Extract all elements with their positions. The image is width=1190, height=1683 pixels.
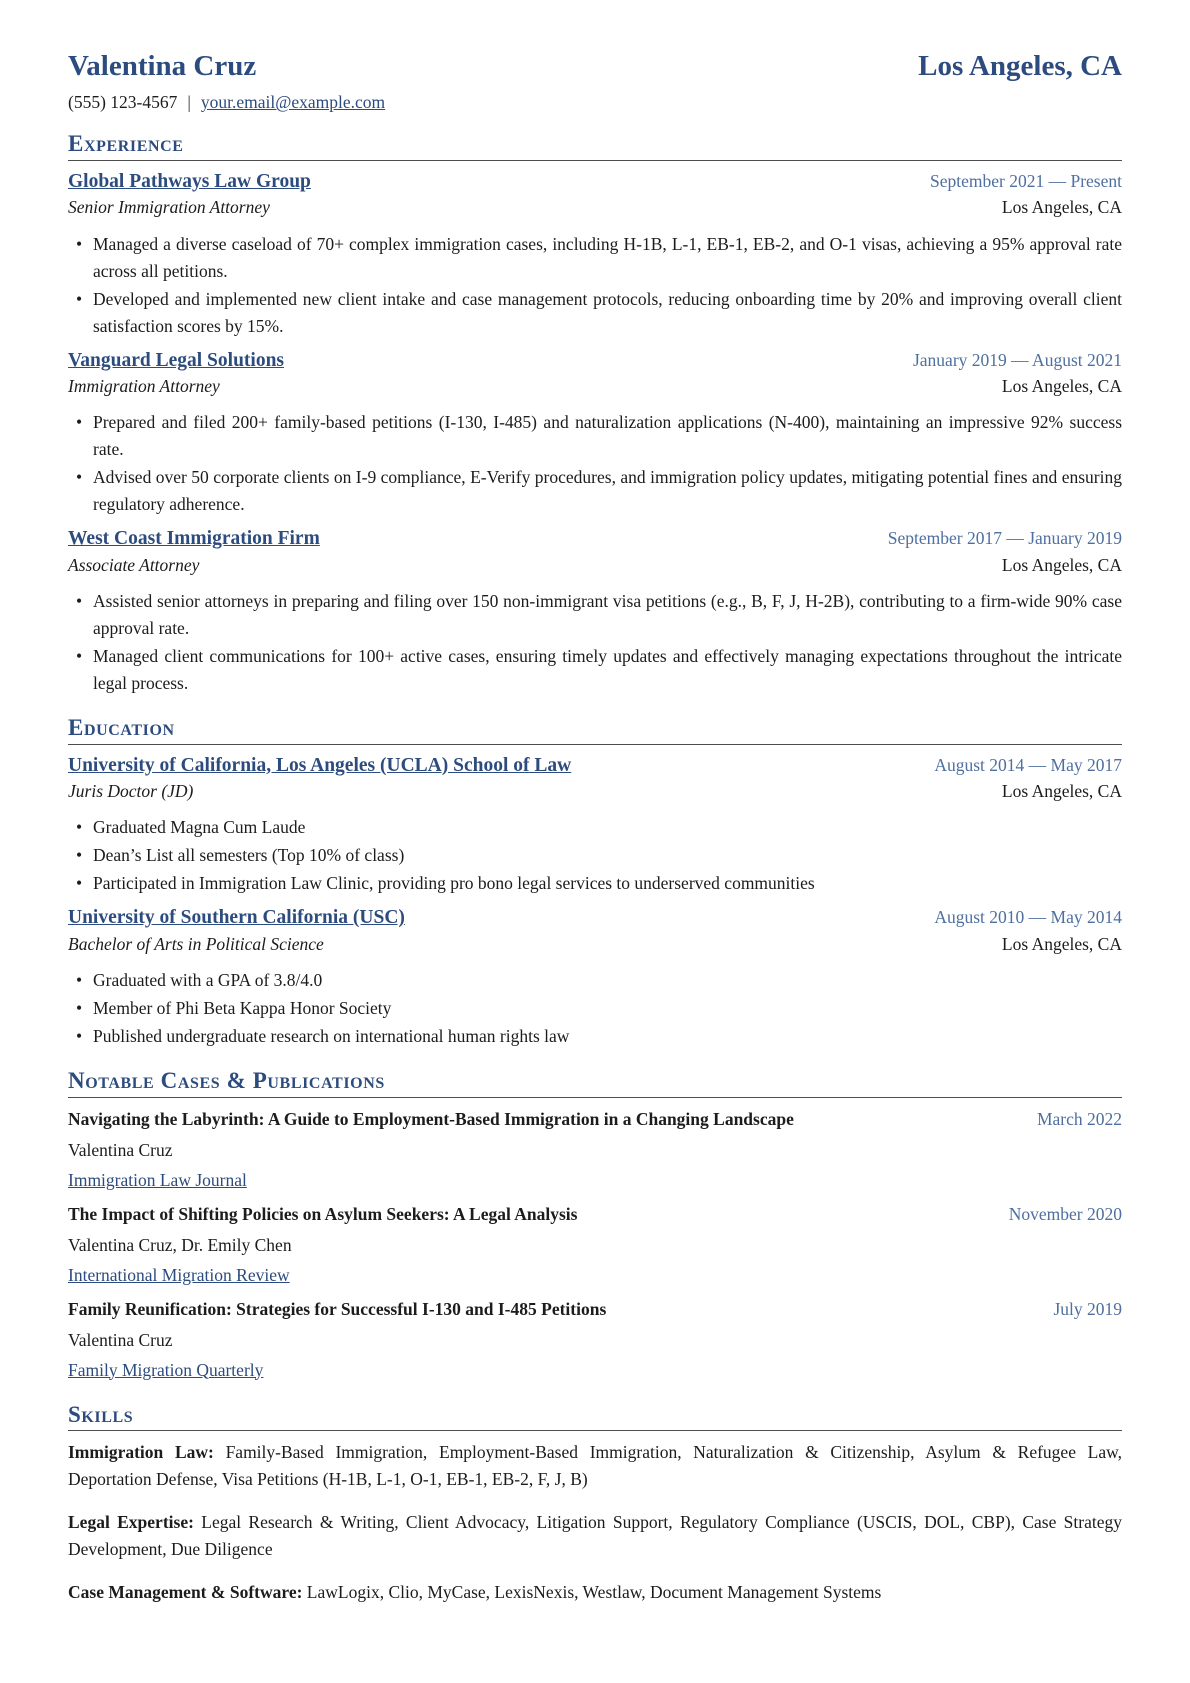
publication-date: July 2019 [1053, 1298, 1122, 1319]
email-link[interactable]: your.email@example.com [200, 92, 386, 113]
bullet-item: • Advised over 50 corporate clients on I-9 compliance, E-Verify procedures, and immigration policy updates, mitigating potential fines and ensuring regulatory adherence. [93, 464, 1122, 518]
job-title: Associate Attorney [68, 554, 200, 575]
publication-entry [68, 1201, 1122, 1289]
resume-header [68, 50, 1122, 83]
publication-entry [68, 1106, 1122, 1194]
school-location: Los Angeles, CA [1001, 933, 1122, 954]
date-range: September 2021 — Present [930, 170, 1122, 191]
job-title: Senior Immigration Attorney [68, 197, 270, 218]
publication-entry [68, 1296, 1122, 1384]
bullet-item: • Member of Phi Beta Kappa Honor Society [93, 995, 1122, 1022]
company-link[interactable]: Global Pathways Law Group [68, 170, 311, 192]
publication-venue-link[interactable]: Family Migration Quarterly [68, 1359, 264, 1380]
experience-section [68, 161, 1122, 697]
publication-title: The Impact of Shifting Policies on Asylum Seekers: A Legal Analysis [68, 1203, 578, 1224]
skill-category-label: Case Management & Software: [68, 1582, 303, 1603]
experience-entry [68, 169, 1122, 340]
section-title-experience: Experience [68, 130, 1122, 161]
bullet-list [68, 967, 1122, 1050]
skill-category [68, 1509, 1122, 1563]
school-location: Los Angeles, CA [1001, 780, 1122, 801]
publication-venue-link[interactable]: International Migration Review [68, 1264, 290, 1285]
candidate-location: Los Angeles, CA [918, 50, 1122, 82]
education-entry [68, 753, 1122, 898]
skill-category-text: LawLogix, Clio, MyCase, LexisNexis, Westlaw, Document Management Systems [306, 1582, 882, 1603]
skill-category-text: Family-Based Immigration, Employment-Based Immigration, Naturalization & Citizenship, Asylum & Refugee Law, Deportation Defense, Visa Petitions (H-1B, L-1, O-1, EB-1, EB-2, F, J, B) [68, 1442, 1122, 1490]
publications-section [68, 1098, 1122, 1384]
bullet-item: • Prepared and filed 200+ family-based petitions (I-130, I-485) and naturalization applications (N-400), maintaining an impressive 92% success rate. [93, 409, 1122, 463]
section-title-publications: Notable Cases & Publications [68, 1067, 1122, 1098]
education-section [68, 745, 1122, 1050]
bullet-list [68, 231, 1122, 340]
date-range: January 2019 — August 2021 [912, 349, 1122, 370]
company-link[interactable]: Vanguard Legal Solutions [68, 349, 285, 371]
publication-authors: Valentina Cruz, Dr. Emily Chen [68, 1234, 292, 1255]
degree-title: Juris Doctor (JD) [68, 780, 194, 801]
bullet-item: • Participated in Immigration Law Clinic, providing pro bono legal services to underserved communities [93, 870, 1122, 897]
bullet-item: • Published undergraduate research on international human rights law [93, 1023, 1122, 1050]
bullet-list [68, 814, 1122, 897]
section-title-skills: Skills [68, 1401, 1122, 1432]
date-range: September 2017 — January 2019 [887, 528, 1122, 549]
education-entry [68, 905, 1122, 1050]
experience-entry [68, 348, 1122, 519]
job-location: Los Angeles, CA [1001, 375, 1122, 396]
bullet-item: • Graduated Magna Cum Laude [93, 814, 1122, 841]
experience-entry [68, 526, 1122, 697]
bullet-item: • Developed and implemented new client intake and case management protocols, reducing onboarding time by 20% and improving overall client satisfaction scores by 15%. [93, 286, 1122, 340]
bullet-item: • Graduated with a GPA of 3.8/4.0 [93, 967, 1122, 994]
bullet-item: • Assisted senior attorneys in preparing and filing over 150 non-immigrant visa petitions (e.g., B, F, J, H-2B), contributing to a firm-wide 90% case approval rate. [93, 588, 1122, 642]
publication-date: March 2022 [1036, 1108, 1122, 1129]
skill-category [68, 1579, 1122, 1606]
school-link[interactable]: University of California, Los Angeles (UCLA) School of Law [68, 754, 572, 776]
bullet-list [68, 588, 1122, 697]
publication-date: November 2020 [1008, 1203, 1122, 1224]
school-link[interactable]: University of Southern California (USC) [68, 907, 405, 929]
date-range: August 2010 — May 2014 [934, 907, 1122, 928]
contact-line [68, 92, 1122, 113]
skill-category-label: Legal Expertise: [68, 1512, 194, 1533]
skill-category-text: Legal Research & Writing, Client Advocacy, Litigation Support, Regulatory Compliance (USCIS, DOL, CBP), Case Strategy Development, Due Diligence [68, 1512, 1123, 1560]
publication-title: Navigating the Labyrinth: A Guide to Employment-Based Immigration in a Changing Landscape [68, 1108, 794, 1129]
job-title: Immigration Attorney [68, 375, 220, 396]
candidate-name: Valentina Cruz [68, 50, 257, 82]
contact-separator: | [187, 92, 191, 113]
job-location: Los Angeles, CA [1001, 554, 1122, 575]
publication-venue-link[interactable]: Immigration Law Journal [68, 1169, 247, 1190]
bullet-item: • Managed client communications for 100+ active cases, ensuring timely updates and effectively managing expectations throughout the intricate legal process. [93, 643, 1122, 697]
publication-authors: Valentina Cruz [68, 1329, 173, 1350]
skill-category [68, 1439, 1122, 1493]
bullet-item: • Managed a diverse caseload of 70+ complex immigration cases, including H-1B, L-1, EB-1, EB-2, and O-1 visas, achieving a 95% approval rate across all petitions. [93, 231, 1122, 285]
degree-title: Bachelor of Arts in Political Science [68, 933, 324, 954]
section-title-education: Education [68, 714, 1122, 745]
date-range: August 2014 — May 2017 [934, 754, 1122, 775]
phone-number: (555) 123-4567 [68, 92, 178, 113]
publication-title: Family Reunification: Strategies for Successful I-130 and I-485 Petitions [68, 1298, 607, 1319]
company-link[interactable]: West Coast Immigration Firm [68, 528, 320, 550]
publication-authors: Valentina Cruz [68, 1139, 173, 1160]
job-location: Los Angeles, CA [1001, 197, 1122, 218]
skill-category-label: Immigration Law: [68, 1442, 214, 1463]
skills-section [68, 1431, 1122, 1606]
bullet-list [68, 409, 1122, 518]
bullet-item: • Dean’s List all semesters (Top 10% of class) [93, 842, 1122, 869]
